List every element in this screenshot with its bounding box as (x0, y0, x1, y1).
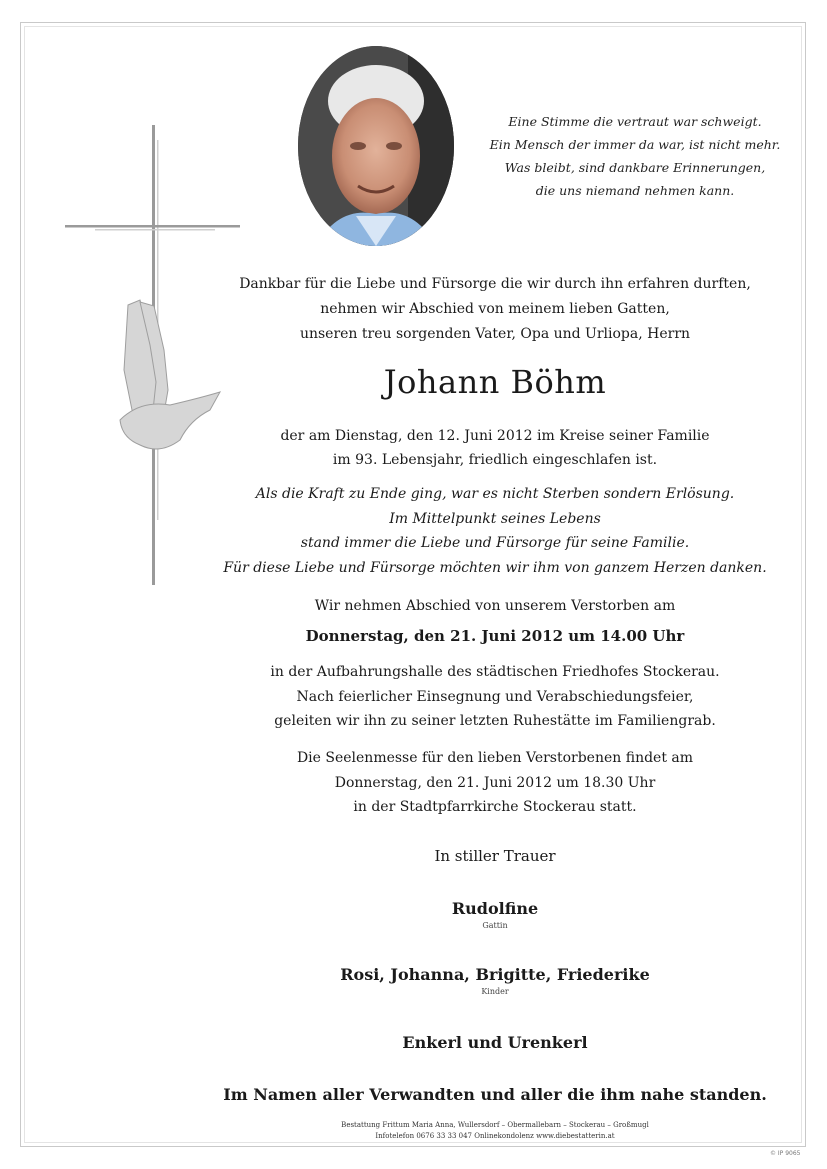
ceremony-text (220, 660, 770, 734)
mourner-name: Enkerl und Urenkerl (402, 1033, 588, 1052)
footer (200, 1120, 790, 1142)
mourner-entry (220, 898, 770, 932)
poem (470, 110, 800, 202)
mass-text (220, 746, 770, 820)
death-line: im 93. Lebensjahr, friedlich eingeschlafen ist. (332, 452, 658, 468)
portrait-photo (298, 46, 454, 246)
relatives-line: Im Namen aller Verwandten und aller die ihm nahe standen. (223, 1085, 767, 1104)
quote-line: Als die Kraft zu Ende ging, war es nicht Sterben sondern Erlösung. (255, 486, 735, 502)
mourner-name: Rosi, Johanna, Brigitte, Friederike (340, 965, 650, 984)
funeral-date: Donnerstag, den 21. Juni 2012 um 14.00 Uhr (305, 627, 685, 645)
death-line: der am Dienstag, den 12. Juni 2012 im Kreise seiner Familie (280, 428, 710, 444)
quote (200, 482, 790, 580)
death-notice (220, 424, 770, 472)
ceremony-line: geleiten wir ihn zu seiner letzten Ruhestätte im Familiengrab. (274, 713, 716, 729)
quote-line: stand immer die Liebe und Fürsorge für seine Familie. (300, 535, 690, 551)
mass-line: Donnerstag, den 21. Juni 2012 um 18.30 Uhr (334, 774, 656, 791)
mourner-role: Gattin (482, 921, 508, 930)
poem-line: die uns niemand nehmen kann. (535, 183, 735, 198)
footer-line: Bestattung Frittum Maria Anna, Wullersdorf – Obermallebarn – Stockerau – Großmugl (341, 1121, 649, 1129)
farewell-text: Wir nehmen Abschied von unserem Verstorben am (314, 598, 676, 614)
print-code: © IP 9065 (770, 1150, 801, 1157)
quote-line: Im Mittelpunkt seines Lebens (389, 510, 601, 527)
deceased-name: Johann Böhm (383, 363, 607, 401)
poem-line: Ein Mensch der immer da war, ist nicht mehr. (489, 137, 781, 152)
mourner-role: Kinder (481, 987, 509, 996)
quote-line: Für diese Liebe und Fürsorge möchten wir ihm von ganzem Herzen danken. (223, 559, 767, 576)
intro-line: unseren treu sorgenden Vater, Opa und Urliopa, Herrn (299, 326, 691, 342)
intro-text (220, 272, 770, 347)
mourner-entry (220, 1032, 770, 1054)
mass-line: Die Seelenmesse für den lieben Verstorbenen findet am (296, 750, 694, 766)
ceremony-line: in der Aufbahrungshalle des städtischen Friedhofes Stockerau. (270, 664, 720, 680)
poem-line: Eine Stimme die vertraut war schweigt. (508, 114, 762, 129)
footer-line: Infotelefon 0676 33 33 047 Onlinekondolenz www.diebestatterin.at (375, 1132, 615, 1140)
mourning-heading: In stiller Trauer (434, 847, 556, 865)
intro-line: Dankbar für die Liebe und Fürsorge die wir durch ihn erfahren durften, (239, 276, 751, 292)
intro-line: nehmen wir Abschied von meinem lieben Gatten, (320, 301, 670, 317)
mass-line: in der Stadtpfarrkirche Stockerau statt. (353, 799, 637, 815)
poem-line: Was bleibt, sind dankbare Erinnerungen, (504, 160, 766, 175)
mourner-name: Rudolfine (451, 899, 539, 918)
ceremony-line: Nach feierlicher Einsegnung und Verabschiedungsfeier, (296, 688, 694, 705)
mourner-entry (220, 964, 770, 998)
